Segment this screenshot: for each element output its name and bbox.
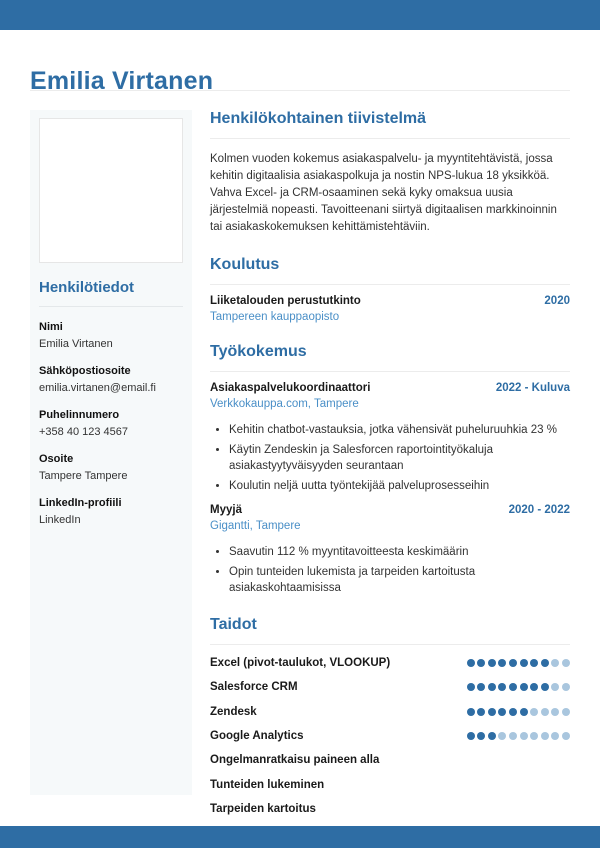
name-divider xyxy=(30,90,570,91)
job-bullet: • Saavutin 112 % myyntitavoitteesta keskimäärin xyxy=(229,545,570,561)
skill-dot-filled xyxy=(488,732,496,740)
skill-dot-filled xyxy=(467,732,475,740)
company-link[interactable]: Verkkokauppa.com, Tampere xyxy=(210,398,359,410)
skill-name: Tarpeiden kartoitus xyxy=(210,802,316,815)
main-column xyxy=(210,104,570,827)
skill-dot-empty xyxy=(541,732,549,740)
job-title: Asiakaspalvelukoordinaattori xyxy=(210,382,371,394)
summary-heading: Henkilökohtainen tiivistelmä xyxy=(210,104,570,139)
skill-dot-filled xyxy=(477,683,485,691)
skills-heading: Taidot xyxy=(210,610,570,645)
sidebar-heading: Henkilötiedot xyxy=(39,279,183,307)
experience-entry-head xyxy=(210,504,570,516)
job-bullet-list xyxy=(210,545,570,596)
skill-dot-empty xyxy=(562,683,570,691)
skill-row xyxy=(210,748,570,772)
skill-level-dots xyxy=(467,683,570,691)
skill-name: Salesforce CRM xyxy=(210,681,298,694)
summary-section xyxy=(210,104,570,236)
skill-dot-filled xyxy=(467,659,475,667)
top-accent-bar xyxy=(0,0,600,30)
sidebar-field-label: Nimi xyxy=(39,321,63,333)
skill-dot-filled xyxy=(488,708,496,716)
education-section xyxy=(210,250,570,323)
skill-dot-filled xyxy=(509,683,517,691)
skill-dot-empty xyxy=(520,732,528,740)
page-title: Emilia Virtanen xyxy=(30,66,214,95)
skill-name: Google Analytics xyxy=(210,730,304,743)
experience-entry xyxy=(210,382,570,494)
skill-dot-filled xyxy=(530,683,538,691)
skill-dot-filled xyxy=(520,659,528,667)
skill-dot-filled xyxy=(498,683,506,691)
skill-dot-filled xyxy=(520,708,528,716)
experience-list xyxy=(210,382,570,596)
sidebar-field xyxy=(39,452,183,483)
skill-row xyxy=(210,724,570,748)
job-bullet: • Kehitin chatbot-vastauksia, jotka vähensivät puheluruuhkia 23 % xyxy=(229,423,570,439)
sidebar-field-label: Sähköpostiosoite xyxy=(39,365,131,377)
summary-text: Kolmen vuoden kokemus asiakaspalvelu- ja myyntitehtävistä, jossa kehitin digitaalisia asiakaspolkuja ja nostin NPS-lukua 18 yksikköä. Vahva Excel- ja CRM-osaaminen sekä kyky omaksua uusia järjestelmiä nopeasti. Tavoitteenani siirtyä digitaalisen markkinoinnin tai asiakaskokemuksen kehittämistehtäviin. xyxy=(210,153,557,233)
skill-row xyxy=(210,700,570,724)
skill-dot-empty xyxy=(551,732,559,740)
experience-entry xyxy=(210,504,570,596)
skill-dot-empty xyxy=(530,732,538,740)
skill-dot-empty xyxy=(551,659,559,667)
sidebar-field xyxy=(39,408,183,439)
job-bullet: • Käytin Zendeskin ja Salesforcen raportointityökaluja asiakastyytyväisyyden seurantaan xyxy=(229,443,570,474)
skill-dot-filled xyxy=(488,683,496,691)
sidebar-field-value: Emilia Virtanen xyxy=(39,338,113,350)
skill-dot-filled xyxy=(467,683,475,691)
education-degree: Liiketalouden perustutkinto xyxy=(210,295,361,307)
company-link[interactable]: Gigantti, Tampere xyxy=(210,520,301,532)
skill-dot-filled xyxy=(520,683,528,691)
experience-section xyxy=(210,337,570,596)
skill-dot-filled xyxy=(541,659,549,667)
skill-name: Zendesk xyxy=(210,705,257,718)
job-bullet: • Koulutin neljä uutta työntekijää palveluprosesseihin xyxy=(229,479,570,495)
skill-dot-filled xyxy=(530,659,538,667)
education-list xyxy=(210,295,570,323)
skill-dot-empty xyxy=(562,708,570,716)
skills-section xyxy=(210,610,570,821)
skill-dot-filled xyxy=(541,683,549,691)
sidebar-field-value: emilia.virtanen@email.fi xyxy=(39,382,156,394)
sidebar-field xyxy=(39,364,183,395)
skill-dot-filled xyxy=(509,659,517,667)
skill-dot-empty xyxy=(551,708,559,716)
skill-dot-filled xyxy=(498,659,506,667)
sidebar-field-label: LinkedIn-profiili xyxy=(39,497,122,509)
education-entry-head xyxy=(210,295,570,307)
skills-list xyxy=(210,651,570,821)
skill-dot-filled xyxy=(467,708,475,716)
skill-row xyxy=(210,772,570,796)
education-heading: Koulutus xyxy=(210,250,570,285)
job-title: Myyjä xyxy=(210,504,242,516)
job-bullet-list xyxy=(210,423,570,494)
skill-dot-filled xyxy=(477,708,485,716)
skill-dot-empty xyxy=(530,708,538,716)
skill-dot-filled xyxy=(509,708,517,716)
skill-dot-empty xyxy=(509,732,517,740)
job-bullet: • Opin tunteiden lukemista ja tarpeiden kartoitusta asiakaskohtaamisissa xyxy=(229,565,570,596)
experience-heading: Työkokemus xyxy=(210,337,570,372)
skill-level-dots xyxy=(467,659,570,667)
bottom-accent-bar xyxy=(0,826,600,848)
education-date: 2020 xyxy=(544,295,570,307)
sidebar-field xyxy=(39,320,183,351)
job-date: 2022 - Kuluva xyxy=(495,382,570,394)
skill-level-dots xyxy=(467,732,570,740)
sidebar-field-label: Osoite xyxy=(39,453,74,465)
skill-row xyxy=(210,651,570,675)
skill-name: Excel (pivot-taulukot, VLOOKUP) xyxy=(210,657,391,670)
skill-dot-empty xyxy=(562,659,570,667)
skill-dot-filled xyxy=(477,659,485,667)
skill-dot-empty xyxy=(541,708,549,716)
photo-placeholder xyxy=(39,118,183,263)
skill-row xyxy=(210,797,570,821)
sidebar-field-value: LinkedIn xyxy=(39,514,81,526)
skill-dot-filled xyxy=(488,659,496,667)
skill-dot-filled xyxy=(477,732,485,740)
education-school-link[interactable]: Tampereen kauppaopisto xyxy=(210,311,340,323)
sidebar-field-label: Puhelinnumero xyxy=(39,409,120,421)
skill-level-dots xyxy=(467,708,570,716)
skill-row xyxy=(210,675,570,699)
sidebar-field-value: Tampere Tampere xyxy=(39,470,128,482)
skill-dot-empty xyxy=(498,732,506,740)
job-date: 2020 - 2022 xyxy=(508,504,570,516)
sidebar-fields xyxy=(39,320,183,527)
sidebar xyxy=(30,110,192,795)
experience-entry-head xyxy=(210,382,570,394)
education-entry xyxy=(210,295,570,323)
sidebar-field xyxy=(39,496,183,527)
sidebar-field-value: +358 40 123 4567 xyxy=(39,426,129,438)
skill-dot-empty xyxy=(551,683,559,691)
skill-dot-empty xyxy=(562,732,570,740)
skill-name: Tunteiden lukeminen xyxy=(210,778,325,791)
skill-name: Ongelmanratkaisu paineen alla xyxy=(210,754,380,767)
skill-dot-filled xyxy=(498,708,506,716)
